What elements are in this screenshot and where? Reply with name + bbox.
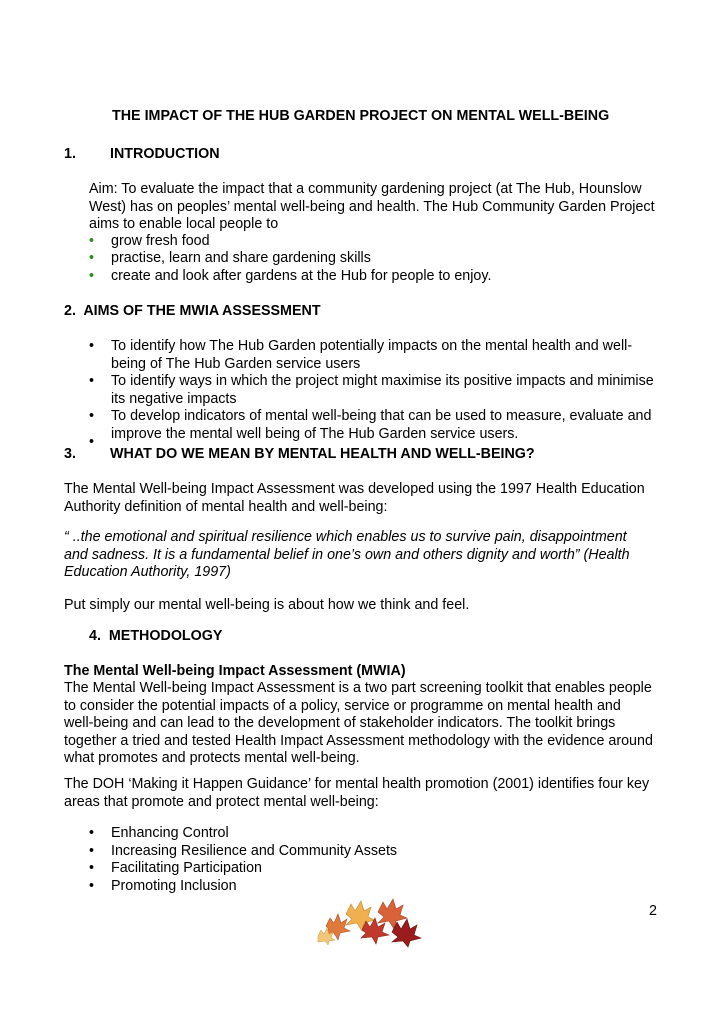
bullet-icon: • [89, 250, 95, 266]
section-4-heading: 4. METHODOLOGY [89, 628, 223, 644]
bullet-icon: • [89, 843, 95, 859]
list-item-text: improve the mental well being of The Hub Garden service users. [111, 425, 519, 442]
paragraph-line: The Mental Well-being Impact Assessment was developed using the 1997 Health Education [64, 481, 645, 497]
leaf-icon [392, 919, 421, 947]
doh-paragraph [64, 776, 649, 811]
section-3-paragraph [64, 481, 645, 516]
list-item-text: being of The Hub Garden service users [111, 355, 361, 372]
aim-line: West) has on peoples’ mental well-being and health. The Hub Community Garden Project [89, 198, 655, 215]
list-item-text: practise, learn and share gardening skills [111, 250, 371, 266]
page-title: THE IMPACT OF THE HUB GARDEN PROJECT ON MENTAL WELL-BEING [112, 108, 610, 124]
autumn-leaves-icon [316, 896, 424, 948]
list-item-text: Facilitating Participation [111, 860, 262, 876]
section-3-heading: WHAT DO WE MEAN BY MENTAL HEALTH AND WELL-BEING? [110, 446, 535, 462]
quote-line: Education Authority, 1997) [64, 564, 231, 580]
paragraph-line: what promotes and protects mental well-being. [64, 750, 360, 766]
section-1-heading: INTRODUCTION [110, 146, 220, 162]
bullet-icon: • [89, 860, 95, 876]
paragraph-line: The DOH ‘Making it Happen Guidance’ for mental health promotion (2001) identifies four key [64, 776, 650, 792]
paragraph-line: The Mental Well-being Impact Assessment is a two part screening toolkit that enables people [64, 680, 652, 696]
aim-line: aims to enable local people to [89, 216, 279, 232]
bullet-icon: • [89, 373, 95, 389]
bullet-icon: • [89, 408, 95, 424]
list-item-text: To develop indicators of mental well-being that can be used to measure, evaluate and [111, 408, 652, 424]
aim-line: Aim: To evaluate the impact that a community gardening project (at The Hub, Hounslow [89, 181, 642, 197]
mwia-paragraph [64, 680, 653, 768]
list-item-text: create and look after gardens at the Hub for people to enjoy. [111, 268, 492, 284]
page-number: 2 [649, 903, 657, 919]
definition-quote [64, 529, 630, 582]
list-item-text: To identify ways in which the project might maximise its positive impacts and minimise [111, 373, 654, 389]
mwia-subheading: The Mental Well-being Impact Assessment (MWIA) [64, 663, 406, 679]
paragraph-line: Authority definition of mental health and well-being: [64, 498, 388, 515]
paragraph-line: to consider the potential impacts of a policy, service or programme on mental health and [64, 697, 621, 714]
list-item-text: grow fresh food [111, 233, 210, 249]
paragraph-line: areas that promote and protect mental well-being: [64, 793, 379, 810]
paragraph-line: together a tried and tested Health Impact Assessment methodology with the evidence around [64, 732, 653, 749]
list-item-text: Increasing Resilience and Community Assets [111, 843, 398, 859]
section-1-aim [89, 181, 655, 234]
bullet-icon: • [89, 268, 95, 284]
section-2-heading: 2. AIMS OF THE MWIA ASSESSMENT [64, 303, 321, 319]
section-3-number: 3. [64, 446, 76, 462]
list-item-text: Promoting Inclusion [111, 878, 237, 894]
paragraph-line: well-being and can lead to the development of stakeholder indicators. The toolkit brings [64, 715, 616, 731]
summary-sentence: Put simply our mental well-being is about how we think and feel. [64, 597, 470, 613]
bullet-icon: • [89, 233, 95, 249]
bullet-icon: • [89, 338, 95, 354]
list-item-text: its negative impacts [111, 390, 237, 407]
quote-line: and sadness. It is a fundamental belief in one’s own and others dignity and worth” (Health [64, 546, 630, 563]
list-item-text: Enhancing Control [111, 825, 229, 841]
section-1-number: 1. [64, 146, 76, 162]
bullet-icon: • [89, 878, 95, 894]
bullet-icon: • [89, 825, 95, 841]
quote-line: “ ..the emotional and spiritual resilience which enables us to survive pain, disappointment [64, 529, 627, 545]
bullet-icon: • [89, 434, 95, 450]
list-item-text: To identify how The Hub Garden potentially impacts on the mental health and well- [111, 338, 633, 354]
